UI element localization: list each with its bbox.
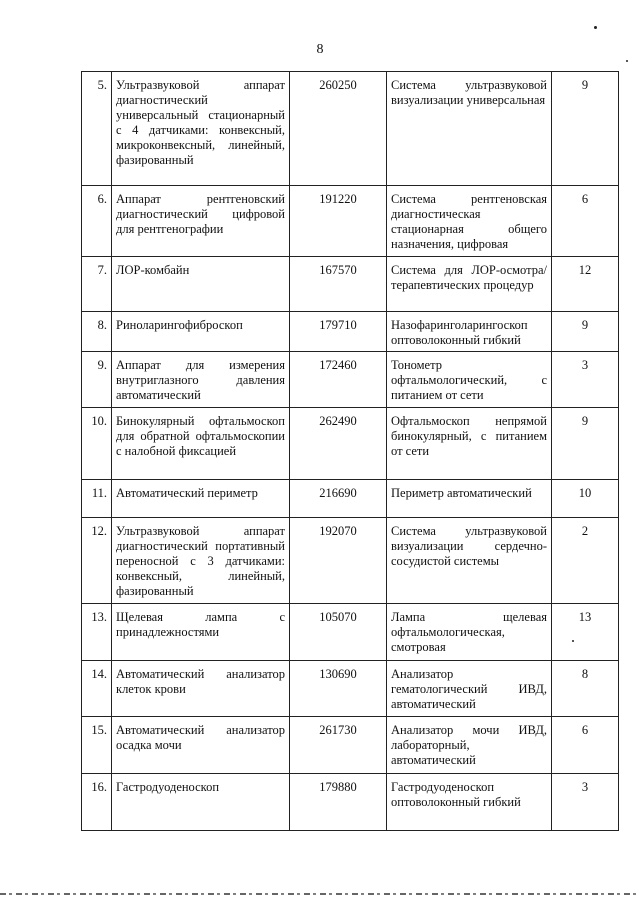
equipment-type: Назофаринголарингоскоп оптоволоконный гибкий — [387, 312, 552, 352]
row-number: 5. — [82, 72, 112, 186]
table-row — [82, 72, 619, 186]
row-number: 8. — [82, 312, 112, 352]
table-row — [82, 186, 619, 257]
equipment-type: Система ультразвуковой визуализации сердечно-сосудистой системы — [387, 518, 552, 604]
row-number: 12. — [82, 518, 112, 604]
equipment-code: 130690 — [290, 661, 387, 717]
equipment-code: 261730 — [290, 717, 387, 774]
equipment-name: Щелевая лампа с принадлежностями — [112, 604, 290, 661]
equipment-name: Автоматический анализатор осадка мочи — [112, 717, 290, 774]
table-row — [82, 408, 619, 480]
equipment-name: Ультразвуковой аппарат диагностический универсальный стационарный с 4 датчиками: конвексный, микроконвексный, линейный, фазированный — [112, 72, 290, 186]
equipment-name: Гастродуоденоскоп — [112, 774, 290, 831]
equipment-type: Система рентгеновская диагностическая стационарная общего назначения, цифровая — [387, 186, 552, 257]
table-row — [82, 774, 619, 831]
equipment-type: Периметр автоматический — [387, 480, 552, 518]
equipment-code: 105070 — [290, 604, 387, 661]
equipment-quantity: 2 — [552, 518, 619, 604]
scan-speck — [594, 26, 597, 29]
equipment-quantity: 10 — [552, 480, 619, 518]
row-number: 9. — [82, 352, 112, 408]
equipment-type: Система для ЛОР-осмотра/терапевтических процедур — [387, 257, 552, 312]
equipment-code: 179880 — [290, 774, 387, 831]
page-number: 8 — [316, 42, 324, 57]
row-number: 16. — [82, 774, 112, 831]
equipment-type: Гастродуоденоскоп оптоволоконный гибкий — [387, 774, 552, 831]
table-row — [82, 257, 619, 312]
table-row — [82, 352, 619, 408]
equipment-quantity: 3 — [552, 352, 619, 408]
equipment-name: Ультразвуковой аппарат диагностический портативный переносной с 3 датчиками: конвексный, линейный, фазированный — [112, 518, 290, 604]
row-number: 10. — [82, 408, 112, 480]
equipment-name: Аппарат для измерения внутриглазного давления автоматический — [112, 352, 290, 408]
equipment-code: 191220 — [290, 186, 387, 257]
equipment-code: 167570 — [290, 257, 387, 312]
row-number: 14. — [82, 661, 112, 717]
equipment-name: Аппарат рентгеновский диагностический цифровой для рентгенографии — [112, 186, 290, 257]
equipment-type: Тонометр офтальмологический, с питанием от сети — [387, 352, 552, 408]
equipment-type: Офтальмоскоп непрямой бинокулярный, с питанием от сети — [387, 408, 552, 480]
equipment-code: 262490 — [290, 408, 387, 480]
equipment-name: Автоматический периметр — [112, 480, 290, 518]
row-number: 7. — [82, 257, 112, 312]
equipment-table — [81, 71, 619, 831]
table-row — [82, 717, 619, 774]
equipment-type: Анализатор гематологический ИВД, автоматический — [387, 661, 552, 717]
equipment-quantity: 13 — [552, 604, 619, 661]
equipment-type: Анализатор мочи ИВД, лабораторный, автоматический — [387, 717, 552, 774]
equipment-quantity: 8 — [552, 661, 619, 717]
equipment-name: ЛОР-комбайн — [112, 257, 290, 312]
equipment-type: Лампа щелевая офтальмологическая, смотровая — [387, 604, 552, 661]
equipment-quantity: 6 — [552, 186, 619, 257]
scan-edge-line — [0, 893, 640, 895]
equipment-code: 172460 — [290, 352, 387, 408]
table-row — [82, 518, 619, 604]
scan-speck — [626, 60, 628, 62]
equipment-quantity: 9 — [552, 312, 619, 352]
equipment-quantity: 9 — [552, 408, 619, 480]
table-row — [82, 604, 619, 661]
equipment-quantity: 6 — [552, 717, 619, 774]
row-number: 6. — [82, 186, 112, 257]
table-row — [82, 312, 619, 352]
row-number: 15. — [82, 717, 112, 774]
equipment-name: Бинокулярный офтальмоскоп для обратной офтальмоскопии с налобной фиксацией — [112, 408, 290, 480]
equipment-code: 216690 — [290, 480, 387, 518]
equipment-code: 179710 — [290, 312, 387, 352]
table-row — [82, 480, 619, 518]
equipment-quantity: 12 — [552, 257, 619, 312]
equipment-quantity: 3 — [552, 774, 619, 831]
equipment-code: 260250 — [290, 72, 387, 186]
equipment-type: Система ультразвуковой визуализации универсальная — [387, 72, 552, 186]
row-number: 13. — [82, 604, 112, 661]
equipment-code: 192070 — [290, 518, 387, 604]
table-row — [82, 661, 619, 717]
row-number: 11. — [82, 480, 112, 518]
equipment-quantity: 9 — [552, 72, 619, 186]
equipment-name: Автоматический анализатор клеток крови — [112, 661, 290, 717]
equipment-name: Риноларингофиброскоп — [112, 312, 290, 352]
